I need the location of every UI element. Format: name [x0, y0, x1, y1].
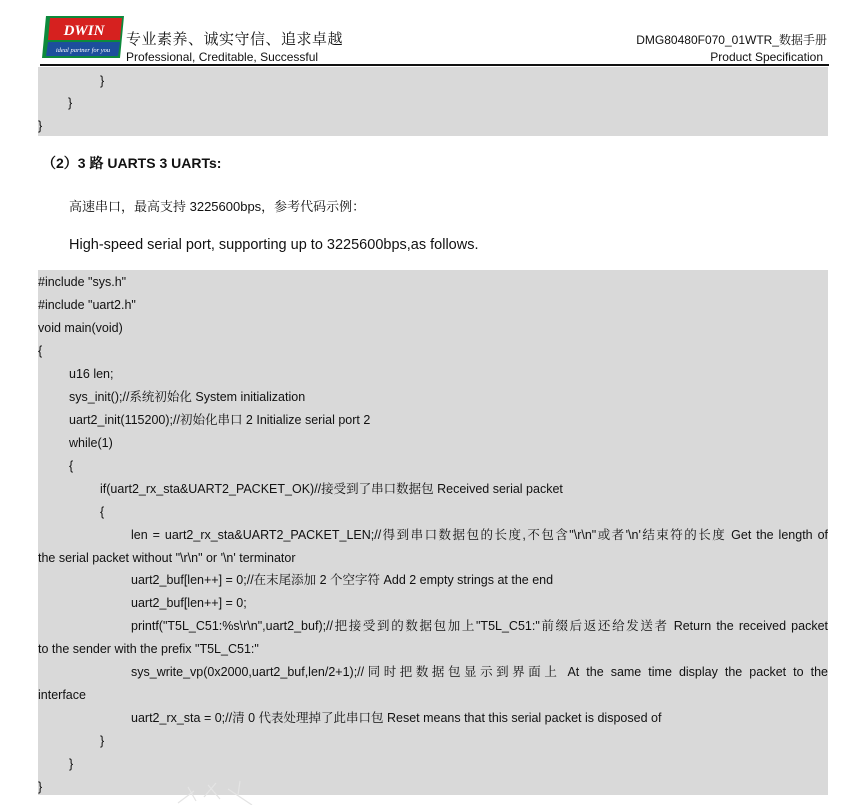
- section-heading: （2）3 路 UARTS 3 UARTs:: [42, 155, 222, 171]
- code-line: }: [38, 780, 43, 794]
- code-line: uart2_rx_sta = 0;//清 0 代表处理掉了此串口包 Reset means that this serial packet is disposed of: [131, 711, 662, 725]
- code-line: len = uart2_rx_sta&UART2_PACKET_LEN;//得到串口数据包的长度,不包含"\r\n"或者'\n'结束符的长度 Get the length of: [131, 528, 828, 542]
- watermark-mark: [168, 775, 268, 805]
- logo-tagline: ideal partner for you: [55, 47, 111, 54]
- code-line: printf("T5L_C51:%s\r\n",uart2_buf);//把接受到的数据包加上"T5L_C51:"前缀后返还给发送者 Return the received packet: [131, 619, 828, 633]
- code-line: u16 len;: [69, 367, 114, 381]
- code-block: [38, 270, 828, 795]
- code-line: sys_init();//系统初始化 System initialization: [69, 390, 306, 404]
- code-line: if(uart2_rx_sta&UART2_PACKET_OK)//接受到了串口数据包 Received serial packet: [100, 482, 563, 496]
- paragraph-english: High-speed serial port, supporting up to 3225600bps,as follows.: [69, 237, 479, 253]
- code-line: sys_write_vp(0x2000,uart2_buf,len/2+1);//同时把数据包显示到界面上 At the same time display the packet to the: [131, 665, 828, 679]
- code-line: uart2_init(115200);//初始化串口 2 Initialize serial port 2: [69, 413, 371, 427]
- code-line: }: [100, 74, 105, 88]
- code-line: #include "sys.h": [38, 275, 127, 289]
- dwin-logo: [42, 16, 124, 58]
- spec-label: Product Specification: [710, 50, 823, 64]
- model-number: DMG80480F070_01WTR_数据手册: [636, 33, 827, 47]
- code-line: {: [100, 505, 105, 519]
- code-line: #include "uart2.h": [38, 298, 136, 312]
- code-block-continued: [38, 67, 828, 136]
- code-line: }: [69, 757, 74, 771]
- code-line: }: [38, 119, 43, 133]
- code-line: interface: [38, 688, 86, 702]
- code-line: void main(void): [38, 321, 123, 335]
- code-line: while(1): [69, 436, 113, 450]
- code-line: the serial packet without "\r\n" or '\n' terminator: [38, 551, 296, 565]
- code-line: to the sender with the prefix "T5L_C51:": [38, 642, 259, 656]
- code-line: uart2_buf[len++] = 0;: [131, 596, 247, 610]
- slogan-english: Professional, Creditable, Successful: [126, 50, 319, 64]
- code-line: }: [100, 734, 105, 748]
- code-line: {: [69, 459, 74, 473]
- code-line: uart2_buf[len++] = 0;//在末尾添加 2 个空字符 Add 2 empty strings at the end: [131, 573, 554, 587]
- code-line: }: [68, 96, 73, 110]
- header-divider: [40, 64, 829, 66]
- code-line: {: [38, 344, 43, 358]
- slogan-chinese: 专业素养、诚实守信、追求卓越: [126, 30, 344, 48]
- document-header: [0, 0, 868, 68]
- logo-text: DWIN: [63, 23, 105, 39]
- paragraph-chinese: 高速串口，最高支持 3225600bps，参考代码示例：: [69, 199, 366, 214]
